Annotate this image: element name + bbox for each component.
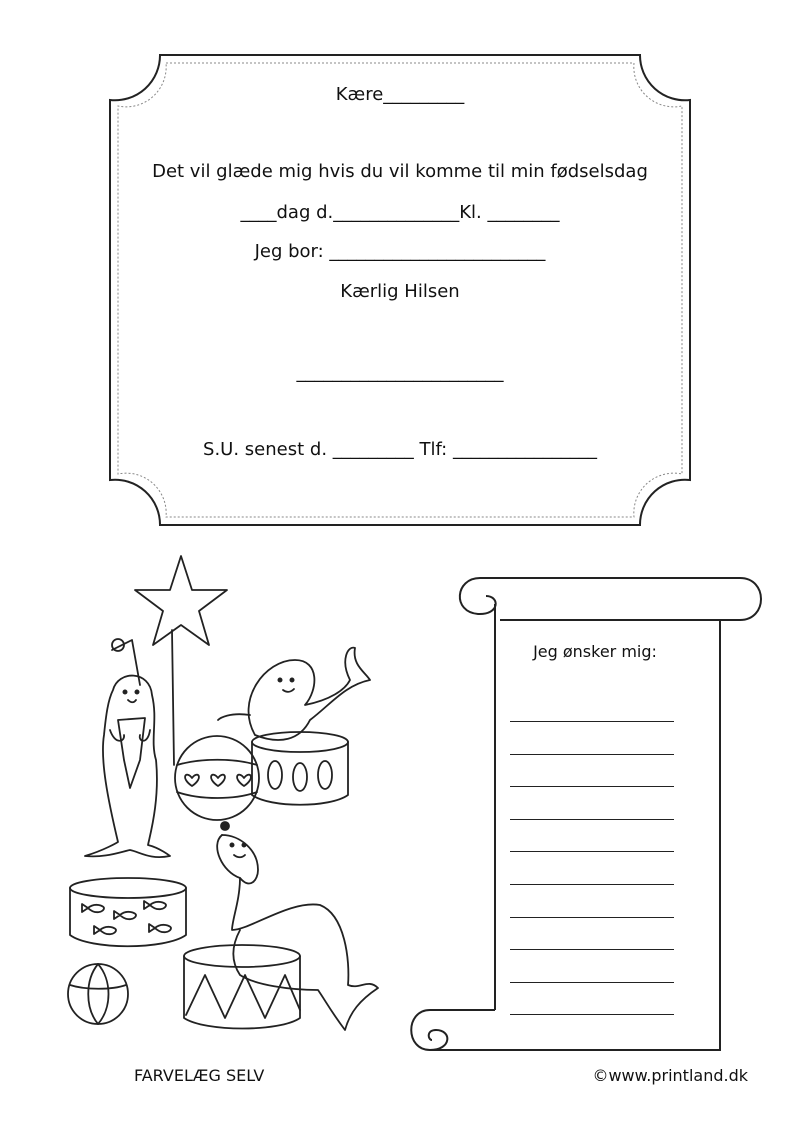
invite-line: Det vil glæde mig hvis du vil komme til min fødselsdag bbox=[152, 161, 648, 182]
fish-tank-icon bbox=[70, 878, 186, 946]
wishlist-title: Jeg ønsker mig: bbox=[533, 642, 657, 661]
footer-left-label: FARVELÆG SELV bbox=[134, 1066, 265, 1085]
beach-ball-icon bbox=[68, 964, 128, 1024]
seal-icon bbox=[85, 639, 170, 857]
rsvp-line: S.U. senest d. _________ Tlf: ________________ bbox=[203, 439, 597, 460]
drum-icon bbox=[252, 732, 348, 805]
date-line: ____dag d.______________Kl. ________ bbox=[240, 202, 560, 223]
closing-line: Kærlig Hilsen bbox=[340, 281, 460, 302]
footer-credit: ©www.printland.dk bbox=[592, 1066, 748, 1085]
seal-icon bbox=[217, 822, 378, 1030]
circus-ball-icon bbox=[175, 736, 259, 820]
address-line: Jeg bor: ________________________ bbox=[254, 241, 546, 262]
signature-line: _______________________ bbox=[296, 362, 504, 383]
seal-icon bbox=[218, 648, 370, 740]
greeting-line: Kære_________ bbox=[335, 84, 465, 105]
